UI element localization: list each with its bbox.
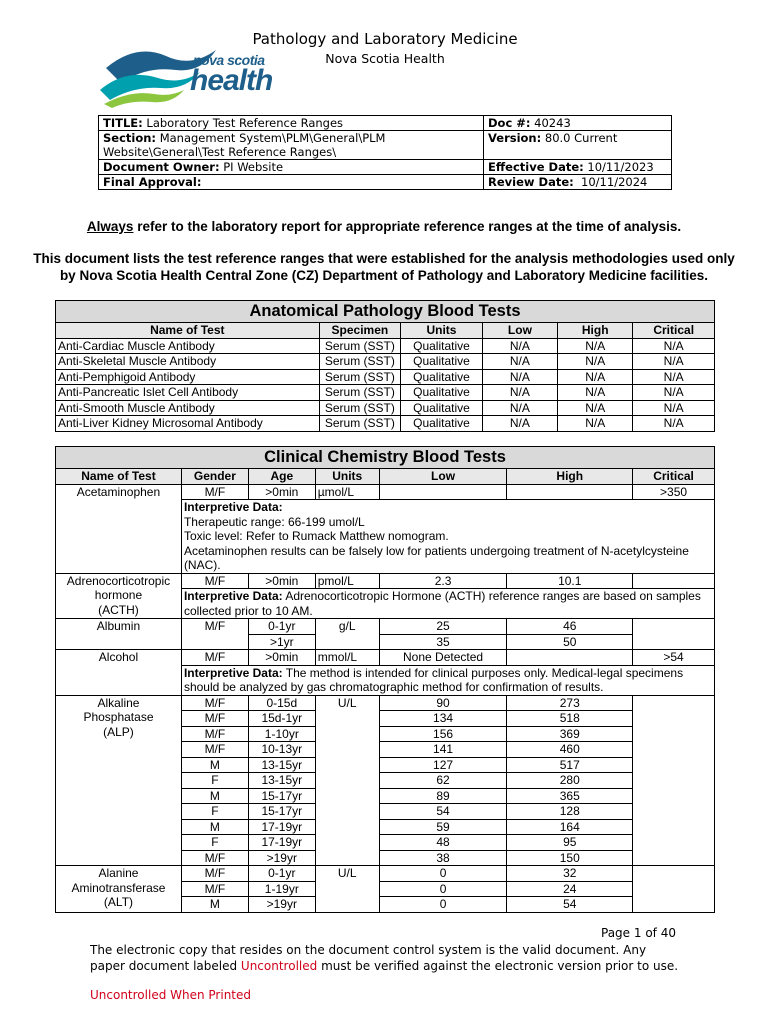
- footer-disclaimer: The electronic copy that resides on the document control system is the valid document. Any paper document labeled Uncontrolled must be verified against the electronic version prior to use.: [90, 943, 679, 973]
- reference-notice: Always refer to the laboratory report for appropriate reference ranges at the time of analysis.: [86, 219, 682, 234]
- table-row: M 17-19yr 59 164: [56, 819, 715, 835]
- table-row: Albumin M/F 0-1yr g/L 25 46: [56, 619, 715, 635]
- document-metadata-table: [98, 115, 672, 190]
- section-title: Anatomical Pathology Blood Tests: [56, 301, 715, 323]
- logo-wordmark-top: nova scotia: [193, 52, 265, 68]
- anatomical-pathology-table: [55, 300, 715, 432]
- table-row: Anti-Smooth Muscle Antibody Serum (SST) Qualitative N/A N/A N/A: [56, 400, 715, 416]
- organization-name: Nova Scotia Health: [325, 51, 445, 66]
- table-row: F 13-15yr 62 280: [56, 773, 715, 789]
- header-row: Name of Test Gender Age Units Low High Critical: [56, 469, 715, 485]
- table-row: Anti-Pemphigoid Antibody Serum (SST) Qualitative N/A N/A N/A: [56, 369, 715, 385]
- table-row: Anti-Liver Kidney Microsomal Antibody Serum (SST) Qualitative N/A N/A N/A: [56, 416, 715, 432]
- interpretive-row: Interpretive Data: Therapeutic range: 66-199 umol/L Toxic level: Refer to Rumack Matthew nomogram. Acetaminophen results can be falsely low for patients undergoing treatment of N-acetylcysteine (NAC).: [56, 500, 715, 574]
- title-cell: TITLE: Laboratory Test Reference Ranges: [99, 116, 484, 131]
- table-row: Alcohol M/F >0min mmol/L None Detected >54: [56, 650, 715, 666]
- table-row: M/F 10-13yr 141 460: [56, 742, 715, 758]
- review-date-cell: Review Date: 10/11/2024: [484, 175, 672, 190]
- table-row: F 15-17yr 54 128: [56, 804, 715, 820]
- table-row: Anti-Pancreatic Islet Cell Antibody Serum (SST) Qualitative N/A N/A N/A: [56, 385, 715, 401]
- version-cell: Version: 80.0 Current: [484, 131, 672, 160]
- page-number: Page 1 of 40: [601, 926, 676, 940]
- table-row: Adrenocorticotropic hormone (ACTH) M/F >0min pmol/L 2.3 10.1: [56, 573, 715, 589]
- section-title: Clinical Chemistry Blood Tests: [56, 447, 715, 469]
- table-row: >1yr 35 50: [56, 634, 715, 650]
- table-row: M >19yr 0 54: [56, 897, 715, 913]
- department-title: Pathology and Laboratory Medicine: [252, 30, 518, 48]
- table-row: M/F 1-10yr 156 369: [56, 726, 715, 742]
- section-cell: Section: Management System\PLM\General\PLM Website\General\Test Reference Ranges\: [99, 131, 484, 160]
- scope-notice: This document lists the test reference ranges that were established for the analysis methodologies used only by Nova Scotia Health Central Zone (CZ) Department of Pathology and Laboratory Medicine facilities.: [33, 251, 735, 283]
- table-row: Alkaline Phosphatase (ALP) M/F 0-15d U/L 90 273: [56, 695, 715, 711]
- table-row: F 17-19yr 48 95: [56, 835, 715, 851]
- clinical-chemistry-table: [55, 446, 715, 913]
- table-row: M/F >19yr 38 150: [56, 850, 715, 866]
- table-row: M/F 15d-1yr 134 518: [56, 711, 715, 727]
- table-row: M/F 1-19yr 0 24: [56, 881, 715, 897]
- table-row: Alanine Aminotransferase (ALT) M/F 0-1yr U/L 0 32: [56, 866, 715, 882]
- table-row: M 13-15yr 127 517: [56, 757, 715, 773]
- interpretive-row: Interpretive Data: Adrenocorticotropic Hormone (ACTH) reference ranges are based on samples collected prior to 10 AM.: [56, 589, 715, 619]
- table-row: Anti-Skeletal Muscle Antibody Serum (SST) Qualitative N/A N/A N/A: [56, 354, 715, 370]
- logo-wordmark-main: health: [190, 64, 273, 97]
- table-row: Acetaminophen M/F >0min µmol/L >350: [56, 484, 715, 500]
- doc-number-cell: Doc #: 40243: [484, 116, 672, 131]
- effective-date-cell: Effective Date: 10/11/2023: [484, 160, 672, 175]
- table-row: M 15-17yr 89 365: [56, 788, 715, 804]
- table-row: Anti-Cardiac Muscle Antibody Serum (SST) Qualitative N/A N/A N/A: [56, 338, 715, 354]
- interpretive-row: Interpretive Data: The method is intended for clinical purposes only. Medical-legal specimens should be analyzed by gas chromatographic method for confirmation of results.: [56, 665, 715, 695]
- approval-cell: Final Approval:: [99, 175, 484, 190]
- uncontrolled-when-printed: Uncontrolled When Printed: [90, 988, 252, 1002]
- header-row: Name of Test Specimen Units Low High Critical: [56, 323, 715, 339]
- owner-cell: Document Owner: PI Website: [99, 160, 484, 175]
